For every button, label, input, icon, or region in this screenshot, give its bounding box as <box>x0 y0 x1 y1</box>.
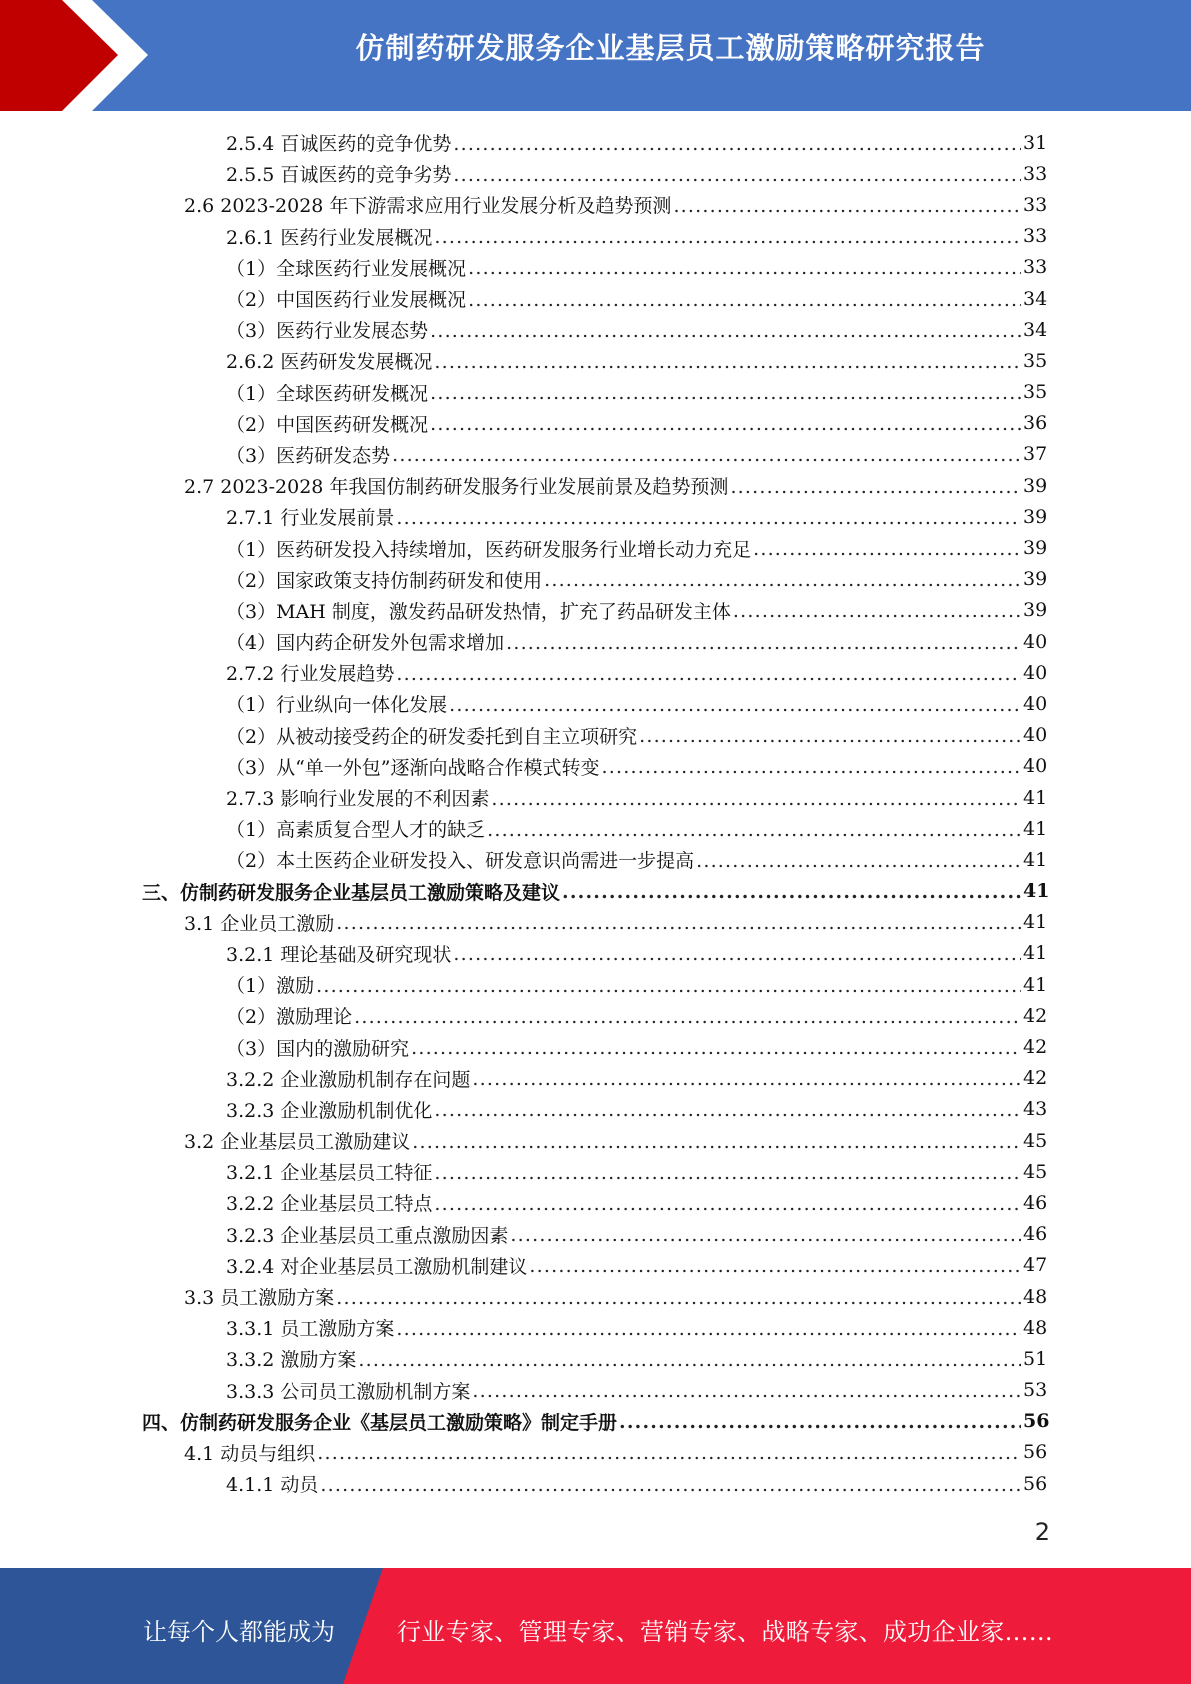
toc-leader-dots <box>468 257 1021 279</box>
toc-leader-dots <box>453 133 1021 155</box>
toc-entry-page: 34 <box>1023 287 1048 310</box>
toc-leader-dots <box>336 912 1021 934</box>
toc-entry[interactable] <box>0 314 1191 345</box>
toc-entry-label: （1）全球医药研发概况 <box>226 379 430 406</box>
toc-entry[interactable] <box>0 1281 1191 1312</box>
footer-slogan-right: 行业专家、管理专家、营销专家、战略专家、成功企业家…… <box>397 1618 1054 1646</box>
toc-leader-dots <box>730 476 1021 498</box>
toc-leader-dots <box>619 1411 1021 1433</box>
toc-entry[interactable] <box>0 938 1191 969</box>
toc-entry-page: 33 <box>1023 162 1048 185</box>
toc-entry-label: （1）高素质复合型人才的缺乏 <box>226 815 487 842</box>
toc-entry[interactable] <box>0 595 1191 626</box>
page-header <box>0 0 1191 111</box>
toc-leader-dots <box>434 1099 1021 1121</box>
toc-leader-dots <box>392 444 1021 466</box>
toc-entry-page: 33 <box>1023 193 1048 216</box>
toc-entry[interactable] <box>0 189 1191 220</box>
toc-entry-page: 33 <box>1023 225 1048 248</box>
toc-entry[interactable] <box>0 283 1191 314</box>
table-of-contents <box>0 127 1191 1499</box>
toc-leader-dots <box>472 1380 1021 1402</box>
toc-entry-label: 3.2.4 对企业基层员工激励机制建议 <box>226 1252 529 1279</box>
toc-entry-page: 40 <box>1023 630 1048 653</box>
toc-entry-page: 41 <box>1023 848 1048 871</box>
toc-leader-dots <box>602 756 1021 778</box>
toc-entry-page: 40 <box>1023 724 1048 747</box>
toc-entry-page: 35 <box>1023 349 1048 372</box>
toc-leader-dots <box>472 1068 1021 1090</box>
toc-leader-dots <box>453 943 1021 965</box>
toc-entry-label: 3.3.1 员工激励方案 <box>226 1314 396 1341</box>
toc-leader-dots <box>396 1318 1021 1340</box>
toc-entry-label: 2.6 2023-2028 年下游需求应用行业发展分析及趋势预测 <box>184 191 673 218</box>
toc-entry-label: （2）中国医药行业发展概况 <box>226 285 468 312</box>
toc-entry-label: （4）国内药企研发外包需求增加 <box>226 628 506 655</box>
toc-entry-label: 2.7.2 行业发展趋势 <box>226 659 396 686</box>
toc-entry-label: 4.1.1 动员 <box>226 1470 320 1497</box>
toc-leader-dots <box>412 1131 1021 1153</box>
toc-entry-label: （2）从被动接受药企的研发委托到自主立项研究 <box>226 722 639 749</box>
toc-entry-page: 56 <box>1023 1472 1048 1495</box>
toc-entry[interactable] <box>0 439 1191 470</box>
toc-leader-dots <box>449 694 1021 716</box>
toc-leader-dots <box>411 1037 1021 1059</box>
toc-entry-label: 2.5.5 百诚医药的竞争劣势 <box>226 160 453 187</box>
toc-leader-dots <box>696 850 1021 872</box>
toc-leader-dots <box>316 975 1021 997</box>
toc-entry-page: 48 <box>1023 1316 1048 1339</box>
toc-entry-label: 3.2.1 理论基础及研究现状 <box>226 940 453 967</box>
toc-entry[interactable] <box>0 1031 1191 1062</box>
toc-entry-page: 34 <box>1023 318 1048 341</box>
toc-entry-label: （3）医药研发态势 <box>226 441 392 468</box>
toc-entry-page: 41 <box>1023 880 1050 903</box>
toc-entry[interactable] <box>0 626 1191 657</box>
toc-leader-dots <box>639 725 1021 747</box>
toc-entry[interactable] <box>0 969 1191 1000</box>
toc-entry-label: 3.2 企业基层员工激励建议 <box>184 1127 412 1154</box>
toc-entry-page: 31 <box>1023 131 1048 154</box>
toc-entry-label: （3）从“单一外包”逐渐向战略合作模式转变 <box>226 753 602 780</box>
toc-entry-label: （3）医药行业发展态势 <box>226 316 430 343</box>
toc-entry-page: 42 <box>1023 1004 1048 1027</box>
toc-entry-page: 45 <box>1023 1160 1048 1183</box>
toc-entry-page: 47 <box>1023 1254 1048 1277</box>
toc-entry-page: 46 <box>1023 1191 1048 1214</box>
report-title: 仿制药研发服务企业基层员工激励策略研究报告 <box>355 31 986 65</box>
toc-entry-page: 41 <box>1023 911 1048 934</box>
toc-entry-page: 41 <box>1023 817 1048 840</box>
toc-leader-dots <box>562 881 1021 903</box>
toc-entry-page: 39 <box>1023 474 1048 497</box>
toc-entry[interactable] <box>0 158 1191 189</box>
toc-entry-label: 3.2.3 企业激励机制优化 <box>226 1096 434 1123</box>
toc-entry-page: 39 <box>1023 505 1048 528</box>
toc-entry[interactable] <box>0 1312 1191 1343</box>
toc-entry[interactable] <box>0 252 1191 283</box>
toc-entry-page: 53 <box>1023 1379 1048 1402</box>
toc-entry-label: 2.6.2 医药研发发展概况 <box>226 347 434 374</box>
toc-entry[interactable] <box>0 1094 1191 1125</box>
toc-leader-dots <box>354 1006 1021 1028</box>
toc-entry-label: 3.3 员工激励方案 <box>184 1283 336 1310</box>
toc-entry[interactable] <box>0 1343 1191 1374</box>
toc-leader-dots <box>506 632 1021 654</box>
toc-entry[interactable] <box>0 345 1191 376</box>
toc-entry[interactable] <box>0 501 1191 532</box>
toc-entry-page: 39 <box>1023 599 1048 622</box>
toc-entry[interactable] <box>0 688 1191 719</box>
toc-entry-label: （2）激励理论 <box>226 1002 354 1029</box>
toc-entry-label: （1）激励 <box>226 971 316 998</box>
toc-entry-label: 3.3.2 激励方案 <box>226 1345 358 1372</box>
toc-entry[interactable] <box>0 1406 1191 1437</box>
toc-leader-dots <box>434 226 1021 248</box>
toc-entry[interactable] <box>0 720 1191 751</box>
toc-entry[interactable] <box>0 127 1191 158</box>
toc-leader-dots <box>320 1474 1021 1496</box>
toc-entry[interactable] <box>0 532 1191 563</box>
toc-entry[interactable] <box>0 1250 1191 1281</box>
toc-entry-page: 41 <box>1023 973 1048 996</box>
toc-entry-label: 2.7 2023-2028 年我国仿制药研发服务行业发展前景及趋势预测 <box>184 472 730 499</box>
toc-leader-dots <box>453 164 1021 186</box>
toc-entry-label: （3）国内的激励研究 <box>226 1034 411 1061</box>
toc-leader-dots <box>733 600 1021 622</box>
toc-entry-page: 39 <box>1023 568 1048 591</box>
toc-entry[interactable] <box>0 1187 1191 1218</box>
toc-entry[interactable] <box>0 782 1191 813</box>
toc-entry-page: 51 <box>1023 1347 1048 1370</box>
toc-entry[interactable] <box>0 377 1191 408</box>
toc-entry-page: 48 <box>1023 1285 1048 1308</box>
toc-entry-page: 56 <box>1023 1410 1050 1433</box>
toc-entry[interactable] <box>0 1063 1191 1094</box>
toc-entry-label: 3.2.3 企业基层员工重点激励因素 <box>226 1221 510 1248</box>
page-number: 2 <box>1034 1518 1050 1546</box>
toc-entry-page: 40 <box>1023 755 1048 778</box>
toc-entry[interactable] <box>0 1375 1191 1406</box>
toc-entry[interactable] <box>0 408 1191 439</box>
toc-entry-label: 2.7.1 行业发展前景 <box>226 503 396 530</box>
toc-entry-page: 41 <box>1023 942 1048 965</box>
toc-entry-page: 41 <box>1023 786 1048 809</box>
toc-entry[interactable] <box>0 221 1191 252</box>
toc-entry-label: 3.2.2 企业激励机制存在问题 <box>226 1065 472 1092</box>
toc-leader-dots <box>317 1442 1021 1464</box>
toc-leader-dots <box>491 788 1021 810</box>
toc-leader-dots <box>673 195 1021 217</box>
toc-entry-label: 2.5.4 百诚医药的竞争优势 <box>226 129 453 156</box>
toc-entry[interactable] <box>0 1437 1191 1468</box>
toc-entry-page: 39 <box>1023 537 1048 560</box>
toc-leader-dots <box>753 538 1021 560</box>
toc-entry-page: 45 <box>1023 1129 1048 1152</box>
toc-leader-dots <box>396 507 1021 529</box>
toc-leader-dots <box>544 569 1021 591</box>
toc-leader-dots <box>430 320 1021 342</box>
toc-entry-page: 35 <box>1023 381 1048 404</box>
toc-leader-dots <box>336 1287 1021 1309</box>
toc-entry[interactable] <box>0 907 1191 938</box>
toc-entry-label: 3.2.1 企业基层员工特征 <box>226 1158 434 1185</box>
toc-entry-label: （3）MAH 制度，激发药品研发热情，扩充了药品研发主体 <box>226 597 733 624</box>
toc-entry-page: 42 <box>1023 1036 1048 1059</box>
toc-entry-label: （1）行业纵向一体化发展 <box>226 690 449 717</box>
toc-entry-page: 43 <box>1023 1098 1048 1121</box>
toc-entry[interactable] <box>0 564 1191 595</box>
toc-leader-dots <box>358 1349 1021 1371</box>
toc-entry-label: （2）国家政策支持仿制药研发和使用 <box>226 566 544 593</box>
toc-entry[interactable] <box>0 751 1191 782</box>
toc-leader-dots <box>430 413 1021 435</box>
toc-entry-page: 33 <box>1023 256 1048 279</box>
toc-leader-dots <box>529 1255 1021 1277</box>
toc-entry[interactable] <box>0 876 1191 907</box>
toc-entry[interactable] <box>0 844 1191 875</box>
toc-entry-label: 3.3.3 公司员工激励机制方案 <box>226 1377 472 1404</box>
toc-entry-page: 56 <box>1023 1441 1048 1464</box>
toc-entry[interactable] <box>0 470 1191 501</box>
toc-entry-page: 46 <box>1023 1223 1048 1246</box>
toc-entry-label: 3.2.2 企业基层员工特点 <box>226 1189 434 1216</box>
toc-entry-label: 四、仿制药研发服务企业《基层员工激励策略》制定手册 <box>142 1408 619 1435</box>
toc-leader-dots <box>487 819 1021 841</box>
toc-entry-label: （2）中国医药研发概况 <box>226 410 430 437</box>
toc-entry[interactable] <box>0 1000 1191 1031</box>
toc-leader-dots <box>434 1162 1021 1184</box>
toc-leader-dots <box>430 382 1021 404</box>
toc-leader-dots <box>510 1224 1021 1246</box>
toc-entry[interactable] <box>0 1156 1191 1187</box>
footer-slogan-left: 让每个人都能成为 <box>143 1618 335 1646</box>
toc-entry-label: 4.1 动员与组织 <box>184 1439 317 1466</box>
toc-entry-page: 42 <box>1023 1067 1048 1090</box>
toc-leader-dots <box>396 663 1021 685</box>
toc-entry[interactable] <box>0 1125 1191 1156</box>
toc-entry-label: （1）全球医药行业发展概况 <box>226 254 468 281</box>
toc-entry[interactable] <box>0 657 1191 688</box>
toc-entry-page: 36 <box>1023 412 1048 435</box>
toc-entry-label: 2.6.1 医药行业发展概况 <box>226 223 434 250</box>
toc-entry-label: 三、仿制药研发服务企业基层员工激励策略及建议 <box>142 878 562 905</box>
toc-leader-dots <box>468 289 1021 311</box>
toc-entry-label: 2.7.3 影响行业发展的不利因素 <box>226 784 491 811</box>
toc-entry[interactable] <box>0 1468 1191 1499</box>
toc-entry-page: 40 <box>1023 692 1048 715</box>
toc-entry-page: 40 <box>1023 661 1048 684</box>
toc-entry[interactable] <box>0 1219 1191 1250</box>
toc-entry-label: （2）本土医药企业研发投入、研发意识尚需进一步提高 <box>226 846 696 873</box>
toc-entry-label: （1）医药研发投入持续增加，医药研发服务行业增长动力充足 <box>226 535 753 562</box>
toc-entry[interactable] <box>0 813 1191 844</box>
toc-leader-dots <box>434 1193 1021 1215</box>
toc-entry-label: 3.1 企业员工激励 <box>184 909 336 936</box>
toc-leader-dots <box>434 351 1021 373</box>
toc-entry-page: 37 <box>1023 443 1048 466</box>
